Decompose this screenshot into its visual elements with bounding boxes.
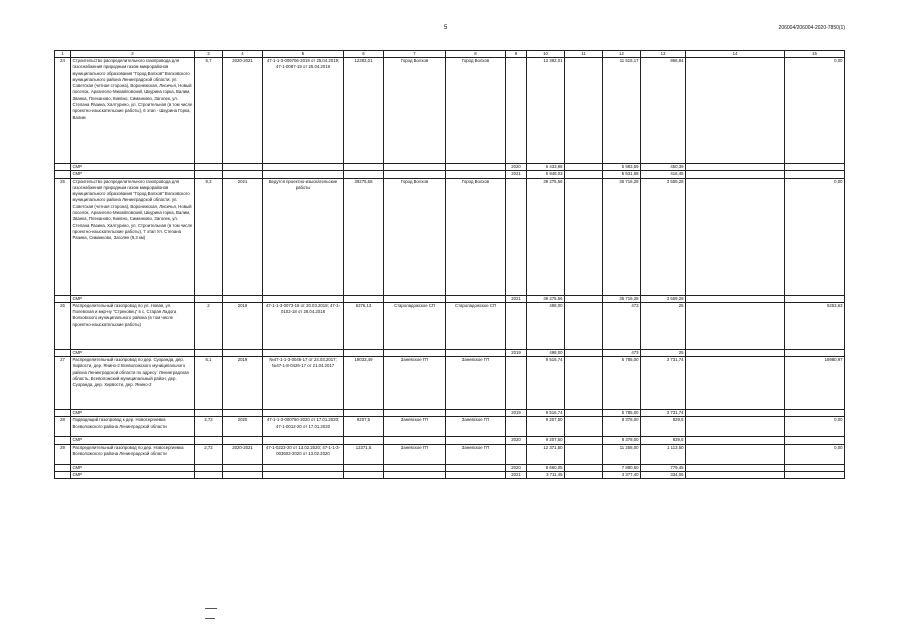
table-cell: 7 880,60	[603, 464, 641, 471]
column-number: 5	[263, 51, 344, 58]
table-cell: 9 516,74	[527, 410, 565, 417]
table-cell	[565, 302, 603, 349]
table-cell	[195, 295, 223, 302]
table-cell: Заневское ГП	[446, 357, 506, 410]
table-cell: 5,7	[195, 58, 223, 164]
column-number: 9	[506, 51, 527, 58]
table-cell	[785, 410, 845, 417]
table-cell: 473	[603, 302, 641, 349]
table-cell: 3 377,40	[603, 472, 641, 479]
table-cell	[686, 164, 785, 171]
table-cell: Строительство распределительного газопровода для газоснабжения природным газом микрорайонов муниципального образования "Город Волхов" Волховского муниципального района Ленинградской области: ул. Советская (четная сторона), Воронежская, Лисичья, Новый поселок, Архангело-Михайловский, Шкурина горка, Валим, Званка, Плеханово, Киевно, Симанково, Заголек, ул. Степана Разина, Халтурино, ул. Строительная (в том числе проектно-изыскательские работы), 7 этап Ул. Степана Разина, Симанково, Заголек (9,3 км)	[71, 178, 195, 295]
table-cell	[55, 464, 71, 471]
table-cell: Заневское ГП	[384, 444, 446, 464]
table-cell: 2019	[223, 302, 263, 349]
table-cell: 25	[641, 302, 686, 349]
table-cell: 12382,01	[344, 58, 384, 164]
table-cell	[344, 349, 384, 356]
table-cell	[195, 171, 223, 178]
table-cell	[223, 410, 263, 417]
table-cell: 2020	[506, 437, 527, 444]
table-cell	[55, 410, 71, 417]
table-cell	[785, 437, 845, 444]
table-cell	[565, 295, 603, 302]
table-cell	[344, 437, 384, 444]
table-cell: 5 983,59	[603, 164, 641, 171]
table-cell: 2020	[223, 417, 263, 437]
table-cell: 829,5	[641, 437, 686, 444]
table-cell	[384, 437, 446, 444]
table-cell: 35 716,28	[603, 178, 641, 295]
table-cell: 498,00	[527, 349, 565, 356]
table-cell	[195, 437, 223, 444]
table-cell: 28	[55, 417, 71, 437]
table-cell	[565, 410, 603, 417]
table-cell	[446, 437, 506, 444]
table-cell: 416,45	[641, 171, 686, 178]
table-cell: 9 516,74	[527, 357, 565, 410]
table-cell: 39275,56	[344, 178, 384, 295]
table-cell	[223, 295, 263, 302]
table-cell	[506, 178, 527, 295]
table-cell	[785, 171, 845, 178]
table-cell	[263, 164, 344, 171]
table-cell: СМР	[71, 437, 195, 444]
page-number: 5	[444, 25, 448, 31]
table-cell: СМР	[71, 410, 195, 417]
table-cell	[384, 171, 446, 178]
table-cell: 19033,49	[344, 357, 384, 410]
table-cell: Ведутся проектно-изыскательские работы	[263, 178, 344, 295]
column-number: 14	[686, 51, 785, 58]
smr-subrow	[55, 171, 845, 178]
table-cell: 9 207,50	[527, 437, 565, 444]
table-cell	[446, 410, 506, 417]
table-cell	[195, 410, 223, 417]
table-cell: 2021	[506, 171, 527, 178]
table-cell	[384, 349, 446, 356]
table-cell: Распределительный газопровод по дер. Новосергиевка Всеволожского района Ленинградской области	[71, 444, 195, 464]
table-cell	[263, 437, 344, 444]
table-cell: 25	[55, 178, 71, 295]
table-cell: СМР	[71, 164, 195, 171]
table-cell	[344, 464, 384, 471]
scan-artifact	[205, 618, 215, 619]
table-cell	[344, 171, 384, 178]
table-cell	[686, 464, 785, 471]
table-cell: 25	[641, 349, 686, 356]
table-cell	[384, 164, 446, 171]
table-cell: Строительство распределительного газопровода для газоснабжения природным газом микрорайонов муниципального образования "Город Волхов" Волховского муниципального района Ленинградской области: ул. Советская (четная сторона), Воронежская, Лисичья, Новый поселок, Архангело-Михайловский, Шкурина горка, Валим, Званка, Плеханово, Киевно, Симанково, Заголек, ул. Степана Разина, Халтурино, ул. Строительная (в том числе проектно-изыскательские работы), 6 этап - Шкурина Горка, Валим	[71, 58, 195, 164]
table-cell: 498,00	[527, 302, 565, 349]
table-cell	[506, 58, 527, 164]
table-cell	[223, 472, 263, 479]
table-cell: 334,05	[641, 472, 686, 479]
table-cell	[565, 472, 603, 479]
table-cell: Староладожское СП	[446, 302, 506, 349]
table-cell: 2,72	[195, 444, 223, 464]
table-cell	[55, 295, 71, 302]
table-cell	[446, 164, 506, 171]
table-row	[55, 357, 845, 410]
table-cell	[195, 349, 223, 356]
table-cell	[565, 464, 603, 471]
table-row	[55, 444, 845, 464]
table-cell	[344, 410, 384, 417]
column-number: 13	[641, 51, 686, 58]
table-cell: 5 785,00	[603, 357, 641, 410]
table-cell: Распределительный газопровод по ул. Новая, ул. Полевская и мкр-ну "Стрековец" в с. Старая Ладога Волховского муниципального района (в том числе проектно-изыскательские работы)	[71, 302, 195, 349]
table-row	[55, 58, 845, 164]
column-number: 15	[785, 51, 845, 58]
table-cell	[565, 171, 603, 178]
table-cell: 2021	[506, 295, 527, 302]
table-cell: 2020-2021	[223, 58, 263, 164]
table-cell: 829,5	[641, 417, 686, 437]
table-cell: 6 433,98	[527, 164, 565, 171]
table-cell: 2019	[506, 410, 527, 417]
table-cell	[195, 472, 223, 479]
table-cell	[263, 472, 344, 479]
table-cell	[686, 349, 785, 356]
table-cell	[686, 171, 785, 178]
table-cell	[55, 171, 71, 178]
table-cell	[686, 417, 785, 437]
table-cell	[686, 302, 785, 349]
table-row	[55, 178, 845, 295]
table-cell	[785, 349, 845, 356]
table-cell: Заневское ГП	[384, 417, 446, 437]
table-cell	[195, 464, 223, 471]
table-cell: СМР	[71, 472, 195, 479]
smr-subrow	[55, 410, 845, 417]
table-cell	[785, 472, 845, 479]
table-cell	[55, 472, 71, 479]
table-cell: Подводящий газопровод к дер. Новосергиевка Всеволожского района Ленинградской области	[71, 417, 195, 437]
table-cell: 3 731,74	[641, 357, 686, 410]
smr-subrow	[55, 464, 845, 471]
table-cell: 2019	[223, 357, 263, 410]
table-cell	[785, 295, 845, 302]
table-cell	[686, 178, 785, 295]
table-cell: 39 275,56	[527, 178, 565, 295]
table-cell: 3 559,28	[641, 178, 686, 295]
table-cell: Заневское ГП	[384, 357, 446, 410]
table-cell	[195, 164, 223, 171]
table-cell	[223, 171, 263, 178]
table-cell: 0,00	[785, 58, 845, 164]
table-row	[55, 417, 845, 437]
column-number: 4	[223, 51, 263, 58]
table-cell: 779,45	[641, 464, 686, 471]
gas-pipeline-table	[54, 50, 845, 479]
table-cell: 12 371,50	[527, 444, 565, 464]
column-number: 3	[195, 51, 223, 58]
table-cell: 2019	[506, 349, 527, 356]
table-cell	[446, 464, 506, 471]
table-cell	[446, 295, 506, 302]
table-row	[55, 302, 845, 349]
table-cell: 450,39	[641, 164, 686, 171]
table-cell: 2020	[506, 164, 527, 171]
table-cell: СМР	[71, 464, 195, 471]
table-cell	[686, 472, 785, 479]
table-cell: 2020-2021	[223, 444, 263, 464]
table-cell: Город Волхов	[446, 178, 506, 295]
table-cell	[446, 171, 506, 178]
table-cell: 3 559,28	[641, 295, 686, 302]
table-cell	[785, 464, 845, 471]
table-cell: 8 660,05	[527, 464, 565, 471]
table-cell	[565, 357, 603, 410]
table-cell: 1 113,50	[641, 444, 686, 464]
table-cell	[446, 472, 506, 479]
table-cell: 3 711,45	[527, 472, 565, 479]
table-cell: 5253,63	[785, 302, 845, 349]
table-cell: 866,84	[641, 58, 686, 164]
table-cell: Заневское ГП	[446, 444, 506, 464]
scan-artifact	[205, 608, 217, 609]
table-cell	[565, 349, 603, 356]
table-cell	[565, 437, 603, 444]
column-number: 8	[446, 51, 506, 58]
table-cell: 11 515,17	[603, 58, 641, 164]
table-cell	[446, 349, 506, 356]
table-cell	[55, 164, 71, 171]
table-cell	[565, 444, 603, 464]
table-cell: 9 207,50	[527, 417, 565, 437]
smr-subrow	[55, 295, 845, 302]
table-cell: 26	[55, 302, 71, 349]
table-cell: 0,00	[785, 178, 845, 295]
table-cell	[344, 472, 384, 479]
column-number: 2	[71, 51, 195, 58]
table-cell: СМР	[71, 349, 195, 356]
table-cell: 2020	[506, 464, 527, 471]
table-cell	[506, 444, 527, 464]
table-cell	[506, 417, 527, 437]
table-cell	[344, 295, 384, 302]
table-cell: 2021	[223, 178, 263, 295]
smr-subrow	[55, 437, 845, 444]
table-cell	[565, 178, 603, 295]
table-cell: 0,00	[785, 444, 845, 464]
table-cell	[55, 437, 71, 444]
table-cell	[263, 171, 344, 178]
table-cell: 47-1-1-3-000750-2020 от 17.01.2020; 47-1-0012-20 от 17.01.2020	[263, 417, 344, 437]
table-cell	[263, 464, 344, 471]
table-cell	[263, 349, 344, 356]
table-cell: 5 948,03	[527, 171, 565, 178]
table-cell	[55, 349, 71, 356]
table-cell: 2	[195, 302, 223, 349]
column-number: 11	[565, 51, 603, 58]
table-cell: 18980,97	[785, 357, 845, 410]
table-cell: 29	[55, 444, 71, 464]
smr-subrow	[55, 472, 845, 479]
table-cell	[686, 437, 785, 444]
table-cell	[344, 164, 384, 171]
table-cell: Заневское ГП	[446, 417, 506, 437]
table-cell: 2021	[506, 472, 527, 479]
table-cell	[506, 302, 527, 349]
table-cell	[686, 410, 785, 417]
column-number: 6	[344, 51, 384, 58]
table-cell	[686, 295, 785, 302]
table-cell: 6376,13	[344, 302, 384, 349]
table-cell: 5 531,58	[603, 171, 641, 178]
table-cell: Город Волхов	[384, 58, 446, 164]
column-number: 7	[384, 51, 446, 58]
smr-subrow	[55, 349, 845, 356]
table-cell: 9207,5	[344, 417, 384, 437]
table-cell	[384, 410, 446, 417]
table-cell: СМР	[71, 295, 195, 302]
table-cell	[223, 437, 263, 444]
table-cell	[565, 164, 603, 171]
table-cell: 35 716,28	[603, 295, 641, 302]
table-cell: 5 785,00	[603, 410, 641, 417]
table-cell: 47-1-1-3-009706-2019 от 25.04.2019; 47-1-0087-19 от 25.04.2019	[263, 58, 344, 164]
table-cell: 12 382,01	[527, 58, 565, 164]
table-cell: 27	[55, 357, 71, 410]
table-cell: 39 275,56	[527, 295, 565, 302]
table-cell: Город Волхов	[446, 58, 506, 164]
table-cell: 24	[55, 58, 71, 164]
table-cell: 11 258,00	[603, 444, 641, 464]
table-cell: СМР	[71, 171, 195, 178]
table-cell	[263, 295, 344, 302]
column-number: 10	[527, 51, 565, 58]
table-cell: 12371,5	[344, 444, 384, 464]
table-cell: 8 378,00	[603, 437, 641, 444]
table-cell: 473	[603, 349, 641, 356]
table-cell	[565, 58, 603, 164]
table-cell: Староладожское СП	[384, 302, 446, 349]
table-cell	[263, 410, 344, 417]
table-cell	[223, 464, 263, 471]
table-cell: 2,72	[195, 417, 223, 437]
table-cell: 0,00	[785, 417, 845, 437]
table-cell	[223, 349, 263, 356]
table-cell	[506, 357, 527, 410]
table-cell	[223, 164, 263, 171]
table-cell: 47-1-0223-20 от 13.02.2020; 47-1-1-3-003602-2020 от 13.02.2020	[263, 444, 344, 464]
table-cell	[384, 472, 446, 479]
table-cell	[686, 444, 785, 464]
table-cell: №47-1-1-3-0046-17 от 24.03.2017; №47-1-8-0426-17 от 21.04.2017	[263, 357, 344, 410]
table-cell	[686, 58, 785, 164]
table-cell	[785, 164, 845, 171]
table-cell: Распределительный газопровод по дер. Суоранда, дер. Хирвости, дер. Янино-2 Всеволожского муниципального района Ленинградской области по адресу: Ленинградская область, Всеволожский муниципальный район, дер. Суоранда, дер. Хирвости, дер. Янино-2	[71, 357, 195, 410]
column-number: 12	[603, 51, 641, 58]
column-number: 1	[55, 51, 71, 58]
table-cell	[565, 417, 603, 437]
table-cell: 6,1	[195, 357, 223, 410]
column-number-row	[55, 51, 845, 58]
document-id: 206004/206004-2020-7850(1)	[778, 25, 845, 31]
table-cell	[686, 357, 785, 410]
table-cell: 8 378,00	[603, 417, 641, 437]
table-cell: 47-1-1-3-0073-18 от 20.03.2018; 47-1-0102-18 от 28.04.2018	[263, 302, 344, 349]
table-cell	[384, 295, 446, 302]
smr-subrow	[55, 164, 845, 171]
table-cell: 9,3	[195, 178, 223, 295]
table-cell	[384, 464, 446, 471]
table-cell: 3 731,74	[641, 410, 686, 417]
table-cell: Город Волхов	[384, 178, 446, 295]
